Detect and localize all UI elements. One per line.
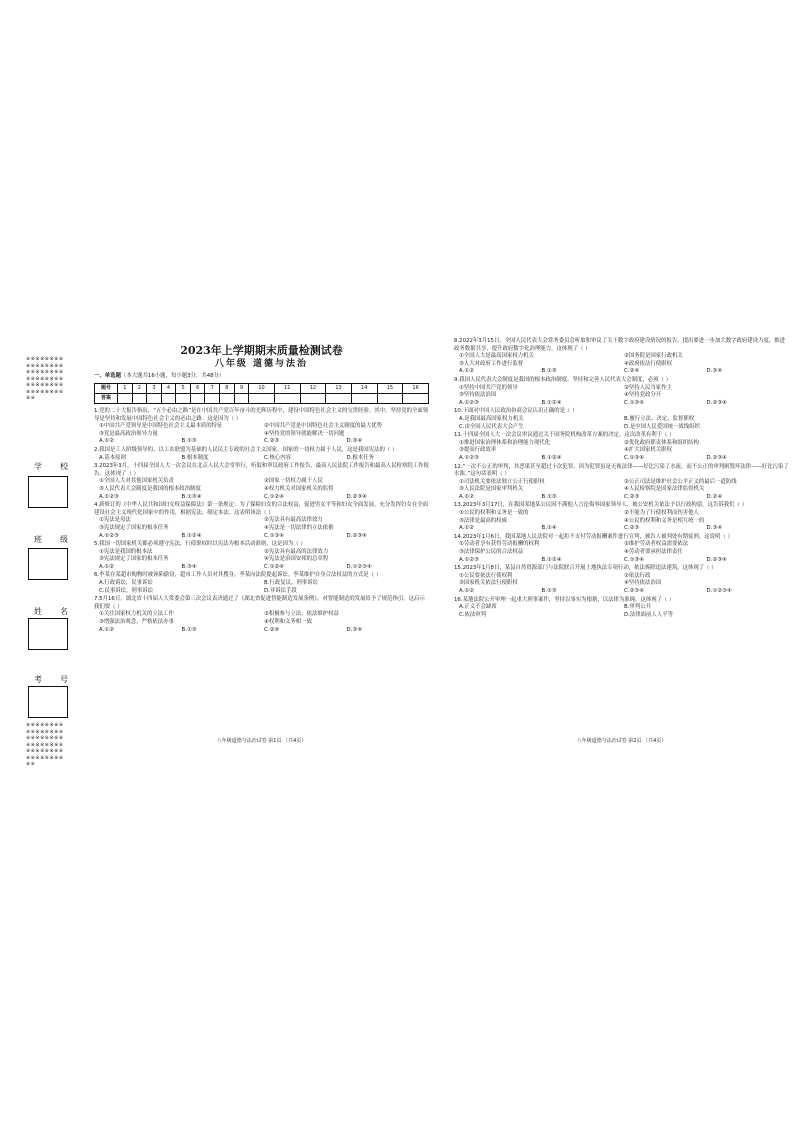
statement-item: ③国家机关依法行使职权: [459, 580, 518, 587]
question-number: 9.: [454, 376, 460, 383]
grid-number-cell: 14: [351, 384, 377, 394]
grid-number-cell: 12: [300, 384, 326, 394]
answer-choice[interactable]: B.①②④: [541, 399, 562, 406]
question-number: 12.: [454, 463, 463, 470]
question-number: 5.: [94, 541, 100, 548]
question-text: 十四届全国人大一次会议审议通过关于国务院机构改革方案的决定。这次改革有利于（ ）: [462, 432, 675, 439]
question-item: [94, 502, 429, 540]
statement-list: [94, 611, 429, 626]
answer-choices: [94, 580, 429, 595]
statement-list: [94, 478, 429, 493]
binding-stars-top: ※※※※※※※※※※※※※※※※※※※※※※※※※※※※※※※※※※※※※※※※※※※※※※※※※※: [26, 356, 64, 401]
statement-item: ③宪法规定了国家的根本任务: [99, 556, 169, 563]
answer-choice[interactable]: D.②④: [706, 493, 723, 500]
question-item: [454, 338, 789, 376]
answer-choice[interactable]: D.②③④: [706, 399, 727, 406]
question-stem: [454, 377, 789, 385]
grid-answer-cell[interactable]: [220, 394, 235, 404]
question-text: 我国是工人阶级领导的、以工农联盟为基础的人民民主专政的社会主义国家。国家的一切权力属于人民，这是我国宪法的（ ）: [99, 446, 398, 453]
question-number: 8.: [454, 338, 460, 344]
answer-choice[interactable]: B.③④: [181, 563, 197, 570]
answer-choices: [454, 400, 789, 408]
question-text: 党的二十大报告指出，“五个必由之路”是在中国共产党百年奋斗的光辉历程中，建设中国特色社会主义的宝贵经验。其中，坚持党的全面领导是坚持和发展中国特色社会主义的必由之路。这是因为（ ）: [94, 408, 429, 422]
grid-number-cell: 4: [161, 384, 176, 394]
question-text: 2022年3月15日，全国人民代表大会常务委员会听取和审议了关于数字政府建设情况的报告，提出要进一步加大数字政府建设力度，推进政务数据共享，提升政府数字化治理能力。这体现了（ ）: [454, 338, 786, 352]
grid-answer-cell[interactable]: [190, 394, 205, 404]
statement-item: ②公正司法是维护社会公平正义的最后一道防线: [624, 478, 737, 485]
question-item: [94, 596, 429, 634]
question-item: [94, 541, 429, 571]
question-stem: [454, 464, 789, 479]
grid-number-cell: 2: [132, 384, 147, 394]
grid-number-cell: 16: [403, 384, 429, 394]
answer-choice[interactable]: A.是我国最高国家权力机关: [459, 415, 524, 422]
question-item: [454, 502, 789, 532]
answer-choice[interactable]: C.依法审判: [459, 611, 487, 618]
question-text: 我国人民代表大会制度是我国的根本政治制度。坚持和完善人民代表大会制度，必须（ ）: [459, 376, 672, 383]
question-number: 1.: [94, 408, 100, 414]
grid-answer-cell[interactable]: [274, 394, 300, 404]
answer-choices: [94, 438, 429, 446]
answer-choice[interactable]: B.①③: [181, 626, 197, 633]
grid-answer-cell[interactable]: [377, 394, 403, 404]
answer-choice[interactable]: C.②③: [624, 493, 640, 500]
statement-item: ①宪法是母法: [99, 517, 131, 524]
statement-item: ③人民代表大会制度是我国的根本政治制度: [99, 485, 201, 492]
statement-item: ④扩大国家机关职权: [624, 447, 672, 454]
question-item: [454, 377, 789, 407]
answer-choices: [454, 604, 789, 619]
answer-choice[interactable]: C.②③④: [624, 588, 644, 594]
statement-list: [454, 573, 789, 588]
answer-choice[interactable]: D.③④: [346, 626, 363, 633]
question-stem: [94, 572, 429, 580]
left-page: [94, 338, 429, 745]
question-number: 10.: [454, 408, 463, 415]
answer-choice[interactable]: A.①②③: [459, 556, 479, 563]
question-number: 11.: [454, 432, 463, 439]
statement-item: ③法律是最高的权威: [459, 517, 507, 524]
statement-item: ②优化政府职责体系和组织结构: [624, 439, 699, 446]
statement-item: ②维护劳动者权益需要依法: [624, 541, 689, 548]
grid-number-cell: 6: [190, 384, 205, 394]
statement-item: ①公民的权利和义务是一致的: [459, 510, 529, 517]
question-number: 3.: [94, 463, 100, 470]
statement-list: [454, 541, 789, 556]
question-text: 李某在某超市购物时被诬陷偷窃，超市工作人员对其搜身，李某向法院提起诉讼。李某维护自身合法权益的方式是（ ）: [99, 572, 382, 579]
question-text: 下面对中国人民政治协商会议认识正确的是（ ）: [462, 408, 578, 415]
question-item: [454, 534, 789, 564]
answer-choice[interactable]: A.①②: [99, 438, 114, 445]
statement-item: ③党是最高政治领导力量: [99, 430, 158, 437]
grid-number-cell: 15: [377, 384, 403, 394]
binding-stars-bottom: ※※※※※※※※※※※※※※※※※※※※※※※※※※※※※※※※※※※※※※※※※※※※※※※※※※: [26, 722, 64, 767]
grid-number-cell: 13: [326, 384, 352, 394]
statement-item: ③宪法规定了国家的根本任务: [99, 524, 169, 531]
answer-choice[interactable]: C.②④: [264, 626, 280, 633]
answer-grid: [94, 383, 429, 404]
question-stem: [94, 408, 429, 423]
question-stem: [454, 432, 789, 440]
grid-number-cell: 7: [205, 384, 220, 394]
answer-choice[interactable]: D.②③④: [706, 556, 727, 563]
answer-choice[interactable]: A.①②: [459, 588, 474, 594]
grid-row-label-answer: 答案: [95, 394, 118, 404]
question-stem: [94, 463, 429, 478]
answer-choice[interactable]: D.根本任务: [346, 454, 374, 461]
question-item: [94, 463, 429, 501]
statement-item: ①公民要依法行使权利: [459, 572, 513, 579]
answer-choice[interactable]: A.基本原则: [99, 454, 126, 461]
statement-item: ②国务院是国家行政机关: [624, 353, 683, 360]
statement-item: ②坚持人民当家作主: [624, 384, 672, 391]
answer-choice[interactable]: B.履行立法、决定、监督职权: [624, 415, 695, 422]
statement-item: ①司法机关要依法独立公正行使职权: [459, 478, 545, 485]
answer-choice[interactable]: C.②④: [624, 368, 640, 375]
question-text: 2023年1月8日，某县自然资源部门与法院联合开展土地执法专项行动，依法拆除违法建筑。这体现了（ ）: [462, 565, 717, 572]
answer-choices: [94, 564, 429, 572]
answer-choice[interactable]: A.①②: [459, 525, 474, 532]
question-item: [454, 464, 789, 502]
answer-choice[interactable]: A.行政诉讼，民事诉讼: [99, 580, 153, 587]
question-text: 2023年3月，十四届全国人大一次会议在北京人民大会堂举行，听取和审议政府工作报告、最高人民法院工作报告和最高人民检察院工作报告。这体现了（ ）: [94, 463, 429, 477]
answer-choice[interactable]: A.①②: [99, 563, 114, 570]
answer-choice[interactable]: D.③④: [346, 438, 363, 445]
question-item: [94, 572, 429, 595]
grid-number-cell: 8: [220, 384, 235, 394]
grid-answer-cell[interactable]: [205, 394, 220, 404]
class-label: 班级: [34, 535, 86, 544]
question-stem: [454, 597, 789, 605]
answer-choice[interactable]: D.③④: [706, 525, 723, 532]
answer-choice[interactable]: A.①②: [99, 626, 114, 633]
statement-item: ④政府依法行使职权: [624, 360, 672, 367]
question-number: 15.: [454, 565, 463, 572]
page-footer-left: 八年级道德与法治试卷 第1页 （共4页）: [216, 738, 307, 745]
question-text: “一次不公正的审判，其恶果甚至超过十次犯罪。因为犯罪虽是无视法律——好比污染了水流，而不公正的审判则毁坏法律——好比污染了水源。”这句话表明（ ）: [454, 463, 789, 478]
statement-list: [94, 423, 429, 438]
exam-number-field[interactable]: [28, 686, 68, 718]
answer-choice[interactable]: A.①②③: [459, 399, 479, 406]
statement-list: [94, 517, 429, 532]
statement-list: [454, 440, 789, 455]
answer-choice[interactable]: C.①③④: [624, 454, 644, 461]
answer-choices: [94, 494, 429, 502]
answer-choice[interactable]: B.行政复议，刑事诉讼: [264, 580, 318, 587]
statement-list: [94, 549, 429, 564]
question-stem: [454, 408, 789, 416]
answer-choice[interactable]: D.①②③④: [706, 588, 732, 594]
question-number: 16.: [454, 596, 463, 603]
statement-item: ③法律保护公民的合法权益: [459, 549, 524, 556]
statement-item: ④权力机关对国家机关的监督: [264, 485, 334, 492]
question-item: [454, 565, 789, 595]
grid-number-cell: 10: [249, 384, 275, 394]
statement-item: ②宪法具有最高的法律效力: [264, 548, 329, 555]
answer-choices: [94, 627, 429, 635]
question-text: 某地法院公开审理一起重大刑事案件，坚持以事实为根据，以法律为准绳。这体现了（ ）: [462, 596, 675, 603]
answer-choice[interactable]: C.①②④: [264, 563, 284, 570]
grid-answer-cell[interactable]: [132, 394, 147, 404]
grid-answer-cell[interactable]: [147, 394, 162, 404]
answer-choice[interactable]: A.①②③: [99, 532, 119, 539]
statement-item: ①全国人大是最高国家权力机关: [459, 353, 534, 360]
grid-number-cell: 3: [147, 384, 162, 394]
grid-answer-cell[interactable]: [118, 394, 133, 404]
answer-choice[interactable]: D.是中国人民爱国统一战线组织: [624, 423, 700, 430]
answer-choice[interactable]: A.①②③: [459, 454, 479, 461]
statement-list: [454, 353, 789, 368]
statement-item: ①坚持中国共产党的领导: [459, 384, 518, 391]
question-number: 14.: [454, 533, 463, 540]
school-field[interactable]: [28, 476, 68, 508]
question-stem: [454, 338, 789, 353]
grid-answer-cell[interactable]: [326, 394, 352, 404]
exam-sheet: [24, 338, 789, 767]
statement-item: ④坚持依法治国: [624, 580, 662, 587]
answer-choices: [454, 416, 789, 431]
statement-item: ①全国人大对其他国家机关负责: [99, 478, 174, 485]
question-item: [454, 597, 789, 620]
answer-choice[interactable]: B.①②④: [541, 556, 562, 563]
answer-choice[interactable]: B.①④: [541, 525, 557, 532]
statement-item: ①推进国家治理体系和治理能力现代化: [459, 439, 551, 446]
answer-choice[interactable]: D.非诉讼手段: [264, 587, 297, 594]
answer-choice[interactable]: A.正义不会缺席: [459, 604, 497, 611]
question-number: 6.: [94, 572, 100, 579]
statement-item: ④坚持党的领导就能解决一切问题: [264, 430, 345, 437]
answer-choices: [454, 557, 789, 565]
answer-choice[interactable]: D.②③④: [346, 493, 367, 500]
grid-answer-cell[interactable]: [161, 394, 176, 404]
grid-answer-cell[interactable]: [234, 394, 249, 404]
answer-choice[interactable]: C.民事诉讼，刑事诉讼: [99, 587, 153, 594]
question-item: [454, 408, 789, 431]
grid-answer-cell[interactable]: [403, 394, 429, 404]
grid-row-label-number: 题号: [95, 384, 118, 394]
statement-item: ②积极参与立法，依法维护权益: [264, 611, 339, 618]
question-number: 7.: [94, 596, 100, 603]
question-text: 新修订的《中华人民共和国妇女权益保障法》第一条规定：为了保障妇女的合法权益，促进男女平等和妇女全面发展，充分发挥妇女在全面建设社会主义现代化国家中的作用，根据宪法，制定本法。这表明该法（ ）: [94, 502, 428, 516]
statement-item: ②宪法具有最高法律效力: [264, 517, 323, 524]
statement-list: [454, 385, 789, 400]
question-number: 2.: [94, 446, 100, 453]
answer-choice[interactable]: B.①③: [541, 493, 557, 500]
question-number: 4.: [94, 502, 100, 509]
statement-item: ②中国共产党是中国特色社会主义制度的最大优势: [264, 423, 383, 430]
question-stem: [94, 596, 429, 611]
answer-choice[interactable]: B.①③: [181, 438, 197, 445]
answer-choice[interactable]: A.①②: [459, 368, 474, 375]
question-text: 2023年3月17日，在我国某地某公民因不满他人言论侮辱国家领导人，被公安机关依法予以行政拘留。这告诉我们（ ）: [462, 502, 748, 509]
statement-item: ④宪法是一切法律的立法依据: [264, 524, 334, 531]
answer-choices: [454, 368, 789, 376]
exam-subtitle: 八年级 道德与法治: [214, 359, 309, 369]
statement-item: ④坚持党政分开: [624, 392, 662, 399]
answer-choice[interactable]: D.②③④: [706, 454, 727, 461]
statement-item: ③人民法院是国家审判机关: [459, 486, 524, 493]
answer-choices: [454, 525, 789, 533]
binding-margin: [24, 356, 86, 767]
answer-choice[interactable]: A.①②③: [99, 493, 119, 500]
answer-choice[interactable]: D.②③④: [346, 532, 367, 539]
statement-item: ②不能为了行使权利而伤害他人: [624, 510, 699, 517]
statement-item: ②国家一切权力属于人民: [264, 478, 323, 485]
statement-item: ①劳动者享有获得劳动报酬的权利: [459, 541, 540, 548]
class-field[interactable]: [28, 548, 68, 580]
exam-number-label: 考号: [34, 675, 86, 684]
grid-number-cell: 11: [274, 384, 300, 394]
grid-answer-cell[interactable]: [300, 394, 326, 404]
answer-choice[interactable]: B.①②④: [541, 454, 562, 461]
answer-choice[interactable]: C.②③: [624, 525, 640, 532]
answer-choice[interactable]: A.①②: [459, 493, 474, 500]
question-number: 13.: [454, 502, 463, 509]
answer-choice[interactable]: C.由全国人民代表大会产生: [459, 423, 524, 430]
answer-choice[interactable]: B.根本制度: [181, 454, 209, 461]
question-text: 2023年1月6日，我国某地人民法院对一起拒不支付劳动报酬案件进行宣判，被告人被判处有期徒刑。这说明（ ）: [462, 533, 733, 540]
answer-choice[interactable]: D.③④: [706, 368, 723, 375]
statement-item: ④人民检察院是国家法律监督机关: [624, 486, 705, 493]
statement-item: ③人大对政府工作进行监督: [459, 360, 524, 367]
answer-choice[interactable]: B.①②④: [181, 532, 202, 539]
question-item: [94, 447, 429, 462]
statement-list: [454, 479, 789, 494]
statement-item: ①宪法是我国的根本法: [99, 548, 153, 555]
statement-item: ③坚持依法治国: [459, 392, 497, 399]
answer-choice[interactable]: C.①③④: [624, 399, 644, 406]
statement-item: ④公民的权利和义务是相互统一的: [624, 517, 705, 524]
question-list-right: [454, 338, 789, 619]
answer-choice[interactable]: D.①②③④: [346, 563, 372, 570]
answer-choice[interactable]: B.审判公开: [624, 604, 651, 611]
name-label: 姓名: [34, 607, 86, 616]
grid-number-cell: 9: [234, 384, 249, 394]
answer-choices: [454, 455, 789, 463]
answer-choice[interactable]: D.法律面前人人平等: [624, 611, 673, 618]
question-stem: [94, 502, 429, 517]
school-label: 学校: [34, 462, 86, 471]
statement-item: ④权利和义务相一致: [264, 619, 312, 626]
question-item: [454, 432, 789, 462]
statement-item: ④劳动者要承担法律责任: [624, 549, 683, 556]
statement-item: ③增强法治观念，严格依法办事: [99, 619, 174, 626]
answer-choice[interactable]: C.②③: [264, 438, 280, 445]
grid-answer-cell[interactable]: [176, 394, 191, 404]
section-heading: [94, 373, 429, 380]
statement-item: ③提高行政效率: [459, 447, 497, 454]
answer-choices: [94, 533, 429, 541]
question-stem: [454, 565, 789, 573]
statement-list: [454, 510, 789, 525]
answer-choice[interactable]: B.①③④: [181, 493, 202, 500]
question-list-left: [94, 408, 429, 634]
question-stem: [454, 502, 789, 510]
statement-item: ①中国共产党领导是中国特色社会主义最本质的特征: [99, 423, 223, 430]
grid-number-cell: 5: [176, 384, 191, 394]
statement-item: ②依法行政: [624, 572, 651, 579]
answer-choice[interactable]: B.①③: [541, 588, 557, 594]
question-item: [94, 408, 429, 446]
answer-choice[interactable]: C.①③④: [624, 556, 644, 563]
section-instruction: （本大题共16小题，每小题3分，共48分）: [120, 373, 225, 379]
name-field[interactable]: [28, 618, 68, 650]
page-footer-right: 八年级道德与法治试卷 第2页 （共4页）: [576, 738, 667, 745]
answer-choice[interactable]: C.核心内容: [264, 454, 292, 461]
answer-choices: [454, 494, 789, 502]
grid-answer-cell[interactable]: [249, 394, 275, 404]
section-title: 一、单选题: [94, 373, 121, 379]
statement-item: ①关注国家权力机关的立法工作: [99, 611, 174, 618]
answer-choice[interactable]: C.①③④: [264, 532, 284, 539]
statement-item: ④宪法是治国安邦的总章程: [264, 556, 329, 563]
grid-number-cell: 1: [118, 384, 133, 394]
answer-choices: [454, 588, 789, 596]
grid-answer-cell[interactable]: [351, 394, 377, 404]
right-page: [454, 338, 789, 745]
answer-choice[interactable]: C.①②④: [264, 493, 284, 500]
answer-choices: [94, 455, 429, 463]
answer-choice[interactable]: B.①③: [541, 368, 557, 375]
question-stem: [94, 541, 429, 549]
exam-title: 2023年上学期期末质量检测试卷: [180, 344, 343, 357]
question-text: 我国一切国家机关都必须遵守宪法，行使职权时以宪法为根本活动准则。这是因为（ ）: [99, 541, 306, 548]
question-stem: [94, 447, 429, 455]
question-text: 5月16日，湖北省十四届人大常委会第三次会议表决通过了《湖北省促进智能制造发展条例》，对智能制造的发展给予了规范指引。这启示我们要（ ）: [94, 596, 425, 610]
